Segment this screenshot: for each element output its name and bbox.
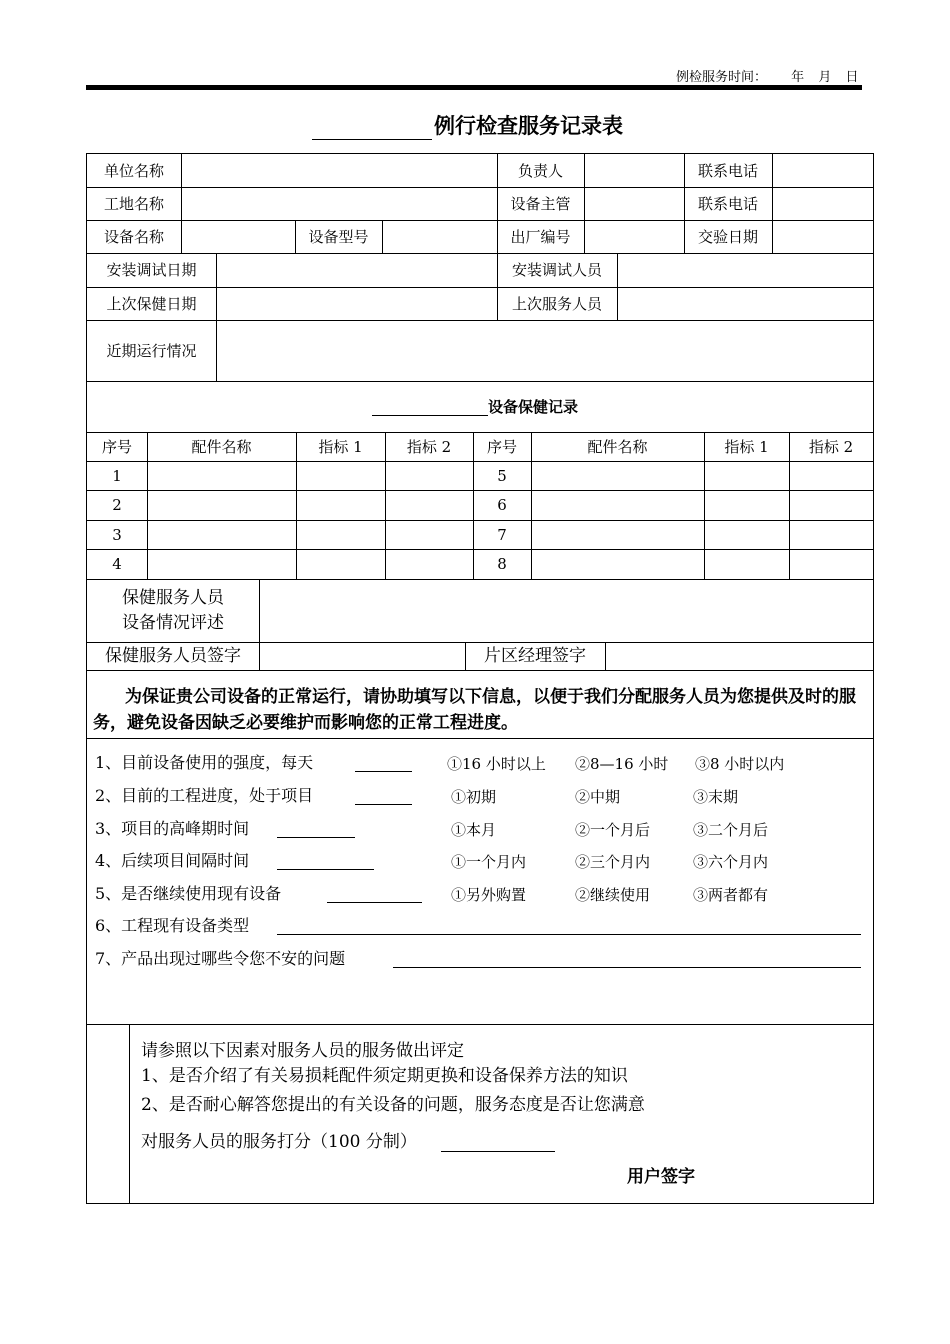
maintenance-subtitle-text: 设备保健记录 (488, 398, 579, 416)
recent-operation-label: 近期运行情况 (106, 342, 197, 360)
equipment-name-label: 设备名称 (103, 228, 164, 246)
day-label: 日 (845, 70, 859, 85)
q5-option-a[interactable]: ①另外购置 (451, 886, 527, 904)
row-number: 1 (112, 467, 122, 485)
question-5-blank[interactable] (327, 902, 422, 903)
q1-option-c[interactable]: ③8 小时以内 (695, 755, 785, 773)
equipment-model-label: 设备型号 (308, 228, 369, 246)
staff-signature-field[interactable] (260, 643, 465, 670)
person-in-charge-label: 负责人 (517, 162, 563, 180)
phone-field-1[interactable] (773, 154, 873, 187)
equipment-model-field[interactable] (383, 221, 497, 253)
header-part-name-right: 配件名称 (587, 438, 648, 456)
evaluation-intro: 请参照以下因素对服务人员的服务做出评定 (141, 1041, 464, 1061)
acceptance-date-field[interactable] (773, 221, 873, 253)
notice-paragraph: 为保证贵公司设备的正常运行，请协助填写以下信息，以便于我们分配服务人员为您提供及时的服务，避免设备因缺乏必要维护而影响您的正常工程进度。 (93, 687, 856, 733)
page-title (312, 110, 623, 140)
site-name-label: 工地名称 (103, 195, 164, 213)
header-metric1-right: 指标 1 (724, 438, 769, 456)
recent-operation-field[interactable] (217, 321, 873, 381)
q2-option-b[interactable]: ②中期 (575, 788, 621, 806)
unit-name-label: 单位名称 (103, 162, 164, 180)
equipment-manager-label: 设备主管 (510, 195, 571, 213)
question-4: 4、后续项目间隔时间 (95, 851, 250, 870)
row-number: 3 (112, 526, 122, 544)
row-number: 2 (112, 496, 122, 514)
q3-option-c[interactable]: ③二个月后 (693, 821, 769, 839)
last-maintenance-date-field[interactable] (217, 288, 497, 320)
q3-option-b[interactable]: ②一个月后 (575, 821, 651, 839)
row-number: 5 (497, 467, 507, 485)
header-part-name-left: 配件名称 (191, 438, 252, 456)
row-number: 6 (497, 496, 507, 514)
question-5: 5、是否继续使用现有设备 (95, 884, 282, 903)
q2-option-a[interactable]: ①初期 (451, 788, 497, 806)
site-name-field[interactable] (182, 188, 497, 220)
evaluation-item-2: 2、是否耐心解答您提出的有关设备的问题，服务态度是否让您满意 (141, 1095, 645, 1115)
row-number: 8 (497, 555, 507, 573)
phone-label-1: 联系电话 (697, 162, 758, 180)
manager-signature-label: 片区经理签字 (484, 646, 586, 666)
factory-number-label: 出厂编号 (510, 228, 571, 246)
staff-signature-label: 保健服务人员签字 (105, 646, 241, 666)
q1-option-b[interactable]: ②8—16 小时 (575, 755, 669, 773)
score-label: 对服务人员的服务打分（100 分制） (141, 1132, 417, 1152)
record-form (86, 153, 874, 1204)
question-2-blank[interactable] (355, 804, 412, 805)
question-3: 3、项目的高峰期时间 (95, 819, 250, 838)
install-date-label: 安装调试日期 (106, 261, 197, 279)
row-number: 4 (112, 555, 122, 573)
last-maintenance-date-label: 上次保健日期 (106, 295, 197, 313)
acceptance-date-label: 交验日期 (697, 228, 758, 246)
header-rule (86, 85, 862, 90)
maintenance-title-blank[interactable] (372, 399, 488, 416)
person-in-charge-field[interactable] (585, 154, 684, 187)
score-blank[interactable] (441, 1151, 555, 1152)
service-time-header (676, 66, 858, 85)
q5-option-b[interactable]: ②继续使用 (575, 886, 651, 904)
question-6-blank[interactable] (277, 934, 861, 935)
header-metric2-left: 指标 2 (406, 438, 452, 456)
unit-name-field[interactable] (182, 154, 497, 187)
question-7-blank[interactable] (393, 967, 861, 968)
question-4-blank[interactable] (277, 869, 374, 870)
review-label-line1: 保健服务人员 (122, 588, 224, 608)
question-6: 6、工程现有设备类型 (95, 916, 250, 935)
factory-number-field[interactable] (585, 221, 684, 253)
phone-field-2[interactable] (773, 188, 873, 220)
q4-option-b[interactable]: ②三个月内 (575, 853, 651, 871)
user-signature-label: 用户签字 (627, 1167, 695, 1187)
equipment-name-field[interactable] (182, 221, 295, 253)
evaluation-item-1: 1、是否介绍了有关易损耗配件须定期更换和设备保养方法的知识 (141, 1066, 628, 1086)
q4-option-a[interactable]: ①一个月内 (451, 853, 527, 871)
equipment-review-field[interactable] (260, 580, 873, 642)
review-label-line2: 设备情况评述 (122, 613, 224, 633)
install-staff-field[interactable] (618, 254, 873, 287)
q2-option-c[interactable]: ③末期 (693, 788, 739, 806)
header-seq-right: 序号 (486, 438, 517, 456)
q1-option-a[interactable]: ①16 小时以上 (447, 755, 546, 773)
manager-signature-field[interactable] (606, 643, 873, 670)
maintenance-record-title (372, 398, 578, 416)
phone-label-2: 联系电话 (697, 195, 758, 213)
year-label: 年 (791, 70, 805, 85)
last-service-staff-field[interactable] (618, 288, 873, 320)
month-label: 月 (818, 70, 832, 85)
row-number: 7 (497, 526, 507, 544)
question-3-blank[interactable] (277, 837, 355, 838)
install-staff-label: 安装调试人员 (511, 261, 602, 279)
q4-option-c[interactable]: ③六个月内 (693, 853, 769, 871)
header-metric2-right: 指标 2 (808, 438, 854, 456)
q5-option-c[interactable]: ③两者都有 (693, 886, 769, 904)
question-2: 2、目前的工程进度，处于项目 (95, 786, 314, 805)
q3-option-a[interactable]: ①本月 (451, 821, 497, 839)
last-service-staff-label: 上次服务人员 (511, 295, 602, 313)
title-text: 例行检查服务记录表 (434, 114, 623, 138)
equipment-manager-field[interactable] (585, 188, 684, 220)
question-7: 7、产品出现过哪些令您不安的问题 (95, 949, 346, 968)
install-date-field[interactable] (217, 254, 497, 287)
question-1: 1、目前设备使用的强度，每天 (95, 753, 314, 772)
header-metric1-left: 指标 1 (318, 438, 363, 456)
header-seq-left: 序号 (101, 438, 132, 456)
question-1-blank[interactable] (355, 771, 412, 772)
service-time-label: 例检服务时间： (676, 70, 768, 85)
title-blank-field[interactable] (312, 119, 432, 140)
